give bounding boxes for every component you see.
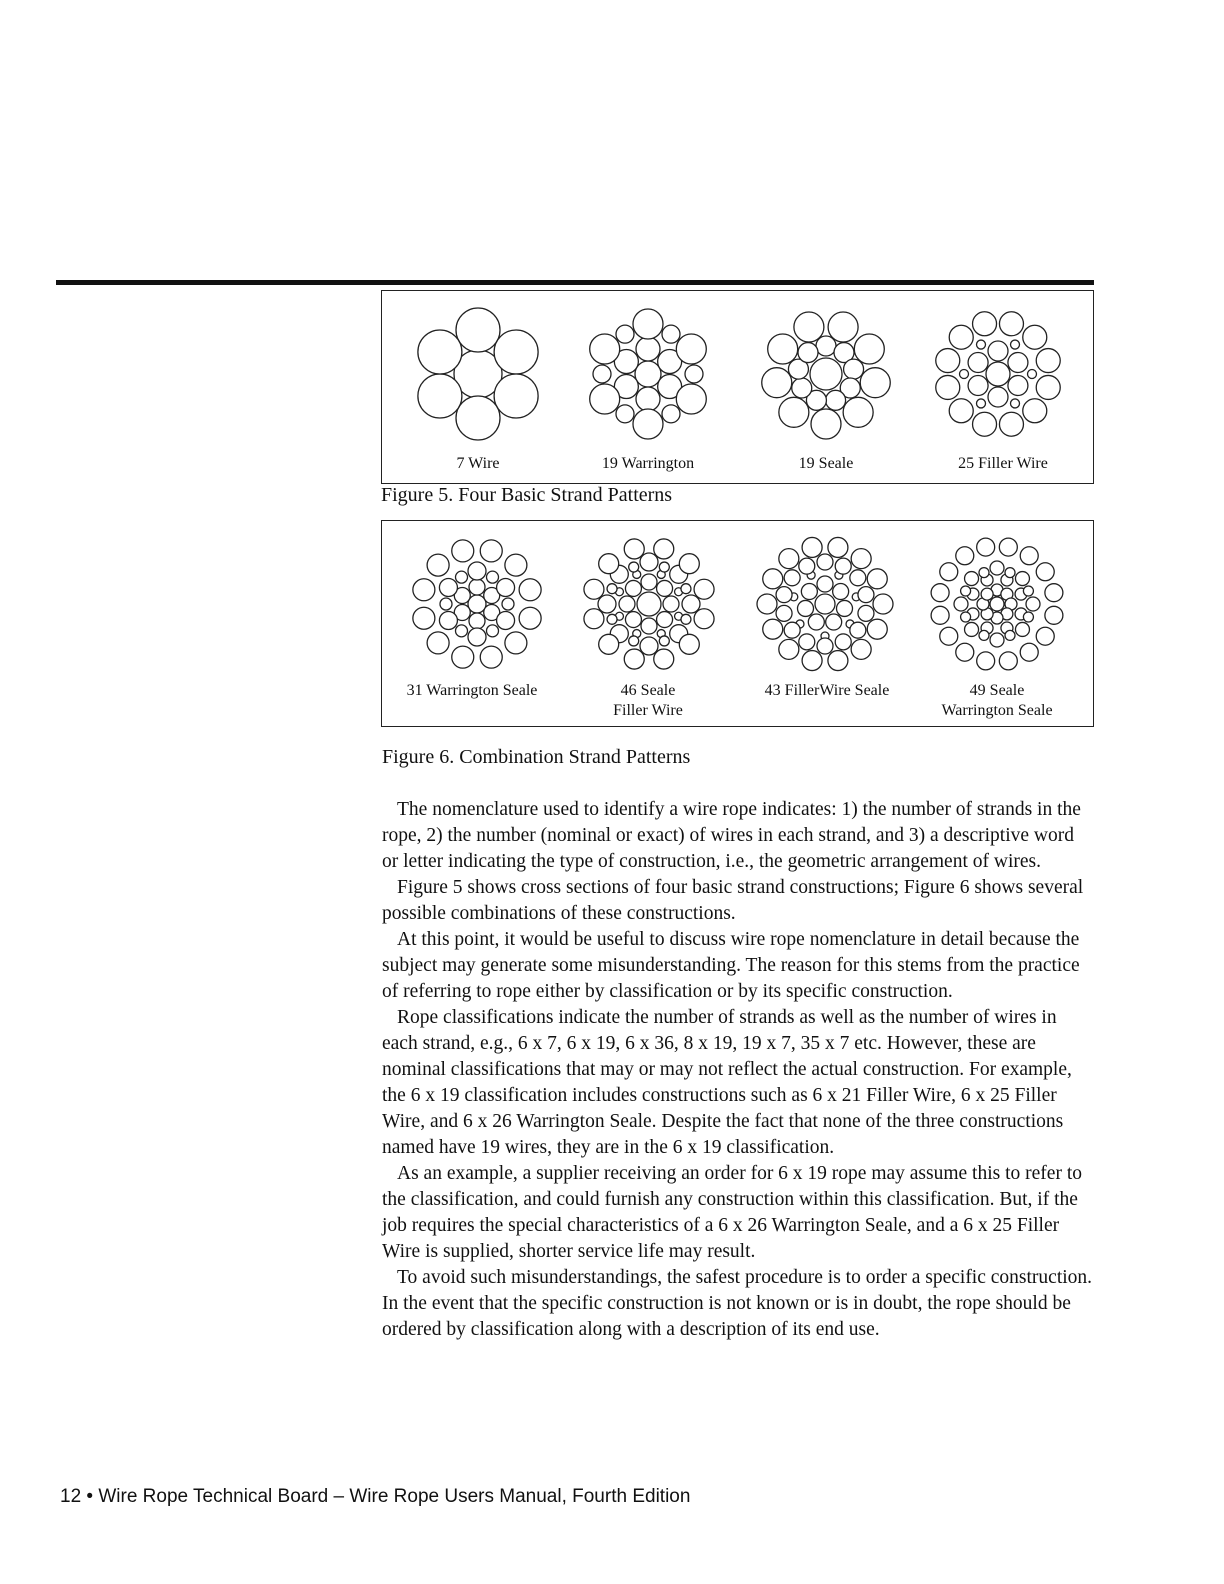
figure-5-box bbox=[381, 290, 1094, 484]
wire-circle bbox=[833, 584, 849, 600]
wire-circle bbox=[815, 594, 835, 614]
wire-circle bbox=[1015, 622, 1029, 636]
wire-circle bbox=[619, 596, 635, 612]
wire-circle bbox=[1005, 568, 1015, 578]
wire-circle bbox=[977, 652, 995, 670]
wire-circle bbox=[799, 558, 815, 574]
wire-circle bbox=[961, 586, 971, 596]
wire-circle bbox=[1015, 572, 1029, 586]
wire-circle bbox=[637, 592, 661, 616]
label-19-warrington: 19 Warrington bbox=[601, 455, 695, 472]
wire-circle bbox=[418, 374, 462, 418]
wire-circle bbox=[828, 312, 858, 342]
wire-circle bbox=[965, 622, 979, 636]
wire-circle bbox=[456, 396, 500, 440]
label-49-seale: 49 Seale bbox=[969, 682, 1025, 699]
wire-circle bbox=[1026, 597, 1040, 611]
label-43-fillerwire-seale: 43 FillerWire Seale bbox=[764, 682, 890, 699]
wire-circle bbox=[1005, 630, 1015, 640]
wire-circle bbox=[1011, 399, 1020, 408]
wire-circle bbox=[640, 553, 658, 571]
wire-circle bbox=[801, 584, 817, 600]
wire-circle bbox=[636, 337, 660, 361]
wire-circle bbox=[784, 622, 800, 638]
wire-circle bbox=[776, 605, 792, 621]
wire-circle bbox=[979, 568, 989, 578]
wire-circle bbox=[954, 597, 968, 611]
paragraph: To avoid such misunderstandings, the safest procedure is to order a specific construction. In the event that the specific construction is not known or is in doubt, the rope should be ordered by classification along with a description of its end use. bbox=[382, 1267, 1093, 1340]
wire-circle bbox=[593, 365, 611, 383]
wire-circle bbox=[850, 622, 866, 638]
page-footer: 12 • Wire Rope Technical Board – Wire Rope Users Manual, Fourth Edition bbox=[60, 1486, 691, 1507]
wire-circle bbox=[1023, 586, 1033, 596]
wire-circle bbox=[662, 405, 680, 423]
wire-circle bbox=[931, 606, 949, 624]
wire-circle bbox=[681, 614, 691, 624]
wire-circle bbox=[858, 587, 874, 603]
wire-circle bbox=[808, 614, 824, 630]
strand-31-warrington-seale-diagram bbox=[402, 528, 552, 680]
wire-circle bbox=[456, 308, 500, 352]
wire-circle bbox=[681, 584, 691, 594]
wire-circle bbox=[629, 636, 639, 646]
wire-circle bbox=[452, 646, 474, 668]
wire-circle bbox=[999, 312, 1023, 336]
wire-circle bbox=[931, 584, 949, 602]
wire-circle bbox=[413, 579, 435, 601]
wire-circle bbox=[1023, 399, 1047, 423]
wire-circle bbox=[999, 412, 1023, 436]
strand-49-seale-warrington-seale-diagram bbox=[922, 528, 1072, 680]
wire-circle bbox=[844, 359, 864, 379]
wire-circle bbox=[502, 598, 514, 610]
wire-circle bbox=[598, 595, 616, 613]
wire-circle bbox=[990, 597, 1004, 611]
wire-circle bbox=[1036, 375, 1060, 399]
wire-circle bbox=[654, 649, 674, 669]
wire-circle bbox=[854, 334, 884, 364]
wire-circle bbox=[843, 397, 873, 427]
wire-circle bbox=[497, 612, 515, 630]
wire-circle bbox=[965, 572, 979, 586]
wire-circle bbox=[826, 390, 846, 410]
paragraph: The nomenclature used to identify a wire rope indicates: 1) the number of strands in the rope, 2) the number (nominal or exact) of wires in each strand, and 3) a descriptive word or letter indicating the type of construction, i.e., the geometric arrangement of wires. bbox=[382, 799, 1081, 872]
wire-circle bbox=[456, 571, 468, 583]
strand-7-wire-diagram bbox=[408, 299, 548, 449]
wire-circle bbox=[961, 612, 971, 622]
wire-circle bbox=[999, 652, 1017, 670]
wire-circle bbox=[817, 576, 833, 592]
wire-circle bbox=[494, 374, 538, 418]
wire-circle bbox=[977, 340, 986, 349]
wire-circle bbox=[641, 574, 657, 590]
wire-circle bbox=[497, 579, 515, 597]
wire-circle bbox=[694, 609, 714, 629]
wire-circle bbox=[599, 554, 619, 574]
wire-circle bbox=[679, 634, 699, 654]
wire-circle bbox=[977, 399, 986, 408]
wire-circle bbox=[1036, 627, 1054, 645]
wire-circle bbox=[633, 409, 663, 439]
wire-circle bbox=[979, 630, 989, 640]
strand-19-seale-diagram bbox=[756, 299, 896, 449]
wire-circle bbox=[657, 580, 673, 596]
wire-circle bbox=[990, 561, 1004, 575]
wire-circle bbox=[867, 619, 887, 639]
wire-circle bbox=[798, 343, 818, 363]
paragraph: Figure 5 shows cross sections of four basic strand constructions; Figure 6 shows several possible combinations of these constructions. bbox=[382, 877, 1084, 924]
wire-circle bbox=[867, 569, 887, 589]
wire-circle bbox=[973, 312, 997, 336]
wire-circle bbox=[817, 554, 833, 570]
label-49-warrington-seale: Warrington Seale bbox=[941, 702, 1053, 719]
wire-circle bbox=[584, 579, 604, 599]
wire-circle bbox=[1023, 612, 1033, 622]
wire-circle bbox=[940, 627, 958, 645]
wire-circle bbox=[1020, 643, 1038, 661]
body-text bbox=[382, 797, 1094, 1343]
wire-circle bbox=[1023, 325, 1047, 349]
wire-circle bbox=[999, 538, 1017, 556]
wire-circle bbox=[625, 580, 641, 596]
wire-circle bbox=[624, 539, 644, 559]
wire-circle bbox=[413, 607, 435, 629]
wire-circle bbox=[629, 562, 639, 572]
wire-circle bbox=[635, 361, 661, 387]
wire-circle bbox=[858, 605, 874, 621]
wire-circle bbox=[607, 584, 617, 594]
wire-circle bbox=[802, 651, 822, 671]
wire-circle bbox=[837, 600, 853, 616]
wire-circle bbox=[828, 651, 848, 671]
label-7-wire: 7 Wire bbox=[456, 455, 500, 472]
figure-5-caption: Figure 5. Four Basic Strand Patterns bbox=[381, 484, 673, 506]
wire-circle bbox=[960, 370, 969, 379]
wire-circle bbox=[1008, 353, 1028, 373]
wire-circle bbox=[968, 353, 988, 373]
wire-circle bbox=[768, 334, 798, 364]
wire-circle bbox=[468, 628, 486, 646]
wire-circle bbox=[1036, 349, 1060, 373]
wire-circle bbox=[799, 634, 815, 650]
label-46-seale: 46 Seale bbox=[620, 682, 676, 699]
wire-circle bbox=[487, 625, 499, 637]
wire-circle bbox=[427, 632, 449, 654]
wire-circle bbox=[1028, 370, 1037, 379]
label-31-warrington-seale: 31 Warrington Seale bbox=[406, 682, 538, 699]
wire-circle bbox=[694, 579, 714, 599]
wire-circle bbox=[418, 330, 462, 374]
wire-circle bbox=[835, 558, 851, 574]
wire-circle bbox=[439, 612, 457, 630]
wire-circle bbox=[860, 368, 890, 398]
paragraph: Rope classifications indicate the number of strands as well as the number of wires in each strand, e.g., 6 x 7, 6 x 19, 6 x 36, 8 x 19, 19 x 7, 35 x 7 etc. However, these are nominal classifications that may or may not reflect the actual construction. For example, the 6 x 19 classification includes constructions such as 6 x 21 Filler Wire, 6 x 25 Filler Wire, and 6 x 26 Warrington Seale. Despite the fact that none of the three constructions named have 19 wires, they are in the 6 x 19 classification. bbox=[382, 1007, 1072, 1158]
wire-circle bbox=[784, 570, 800, 586]
wire-circle bbox=[468, 595, 486, 613]
wire-circle bbox=[682, 595, 700, 613]
wire-circle bbox=[469, 579, 485, 595]
wire-circle bbox=[956, 643, 974, 661]
wire-circle bbox=[990, 633, 1004, 647]
wire-circle bbox=[663, 596, 679, 612]
wire-circle bbox=[440, 598, 452, 610]
wire-circle bbox=[794, 312, 824, 342]
wire-circle bbox=[779, 549, 799, 569]
wire-circle bbox=[519, 579, 541, 601]
wire-circle bbox=[641, 618, 657, 634]
label-46-filler-wire: Filler Wire bbox=[613, 702, 683, 719]
wire-circle bbox=[988, 387, 1008, 407]
wire-circle bbox=[776, 587, 792, 603]
strand-46-seale-filler-wire-diagram bbox=[574, 528, 724, 680]
wire-circle bbox=[456, 625, 468, 637]
wire-circle bbox=[659, 562, 669, 572]
wire-circle bbox=[798, 600, 814, 616]
wire-circle bbox=[757, 594, 777, 614]
wire-circle bbox=[657, 612, 673, 628]
wire-circle bbox=[452, 540, 474, 562]
wire-circle bbox=[685, 365, 703, 383]
wire-circle bbox=[1008, 376, 1028, 396]
wire-circle bbox=[505, 632, 527, 654]
wire-circle bbox=[676, 334, 706, 364]
wire-circle bbox=[802, 537, 822, 557]
wire-circle bbox=[676, 384, 706, 414]
wire-circle bbox=[519, 607, 541, 629]
wire-circle bbox=[640, 637, 658, 655]
wire-circle bbox=[1045, 606, 1063, 624]
wire-circle bbox=[851, 639, 871, 659]
wire-circle bbox=[763, 619, 783, 639]
strand-19-warrington-diagram bbox=[578, 299, 718, 449]
figure-6-caption: Figure 6. Combination Strand Patterns bbox=[382, 746, 691, 768]
wire-circle bbox=[873, 594, 893, 614]
wire-circle bbox=[599, 634, 619, 654]
wire-circle bbox=[811, 409, 841, 439]
wire-circle bbox=[779, 639, 799, 659]
wire-circle bbox=[810, 358, 842, 390]
wire-circle bbox=[468, 562, 486, 580]
wire-circle bbox=[1045, 584, 1063, 602]
wire-circle bbox=[851, 549, 871, 569]
label-25-filler-wire: 25 Filler Wire bbox=[958, 455, 1048, 472]
header-rule bbox=[56, 280, 1094, 285]
wire-circle bbox=[616, 325, 634, 343]
wire-circle bbox=[956, 547, 974, 565]
wire-circle bbox=[817, 638, 833, 654]
wire-circle bbox=[968, 376, 988, 396]
wire-circle bbox=[936, 349, 960, 373]
wire-circle bbox=[949, 399, 973, 423]
wire-circle bbox=[590, 384, 620, 414]
wire-circle bbox=[986, 362, 1010, 386]
wire-circle bbox=[505, 554, 527, 576]
wire-circle bbox=[988, 341, 1008, 361]
wire-circle bbox=[973, 412, 997, 436]
wire-circle bbox=[624, 649, 644, 669]
label-19-seale: 19 Seale bbox=[798, 455, 854, 472]
paragraph: As an example, a supplier receiving an order for 6 x 19 rope may assume this to refer to the classification, and could furnish any construction within this classification. But, if the job requires the special characteristics of a 6 x 26 Warrington Seale, and a 6 x 25 Filler Wire is supplied, shorter service life may result. bbox=[382, 1163, 1082, 1262]
wire-circle bbox=[850, 570, 866, 586]
wire-circle bbox=[480, 540, 502, 562]
wire-circle bbox=[762, 368, 792, 398]
wire-circle bbox=[636, 387, 660, 411]
wire-circle bbox=[792, 378, 812, 398]
wire-circle bbox=[763, 569, 783, 589]
wire-circle bbox=[633, 309, 663, 339]
wire-circle bbox=[469, 613, 485, 629]
wire-circle bbox=[981, 588, 993, 600]
wire-circle bbox=[607, 614, 617, 624]
wire-circle bbox=[936, 375, 960, 399]
wire-circle bbox=[679, 554, 699, 574]
wire-circle bbox=[480, 646, 502, 668]
wire-circle bbox=[1011, 340, 1020, 349]
wire-circle bbox=[494, 330, 538, 374]
strand-25-filler-wire-diagram bbox=[928, 299, 1068, 449]
wire-circle bbox=[427, 554, 449, 576]
wire-circle bbox=[590, 334, 620, 364]
wire-circle bbox=[625, 612, 641, 628]
paragraph: At this point, it would be useful to discuss wire rope nomenclature in detail because the subject may generate some misunderstanding. The reason for this stems from the practice of referring to rope either by classification or by its specific construction. bbox=[382, 929, 1080, 1002]
strand-43-fillerwire-seale-diagram bbox=[750, 528, 900, 680]
wire-circle bbox=[826, 614, 842, 630]
wire-circle bbox=[816, 336, 836, 356]
wire-circle bbox=[487, 571, 499, 583]
wire-circle bbox=[1036, 563, 1054, 581]
wire-circle bbox=[584, 609, 604, 629]
wire-circle bbox=[659, 636, 669, 646]
wire-circle bbox=[662, 325, 680, 343]
wire-circle bbox=[835, 634, 851, 650]
wire-circle bbox=[949, 325, 973, 349]
wire-circle bbox=[828, 537, 848, 557]
wire-circle bbox=[940, 563, 958, 581]
wire-circle bbox=[439, 579, 457, 597]
wire-circle bbox=[977, 538, 995, 556]
wire-circle bbox=[1020, 547, 1038, 565]
wire-circle bbox=[779, 397, 809, 427]
figure-6-box bbox=[381, 520, 1094, 727]
wire-circle bbox=[616, 405, 634, 423]
wire-circle bbox=[654, 539, 674, 559]
